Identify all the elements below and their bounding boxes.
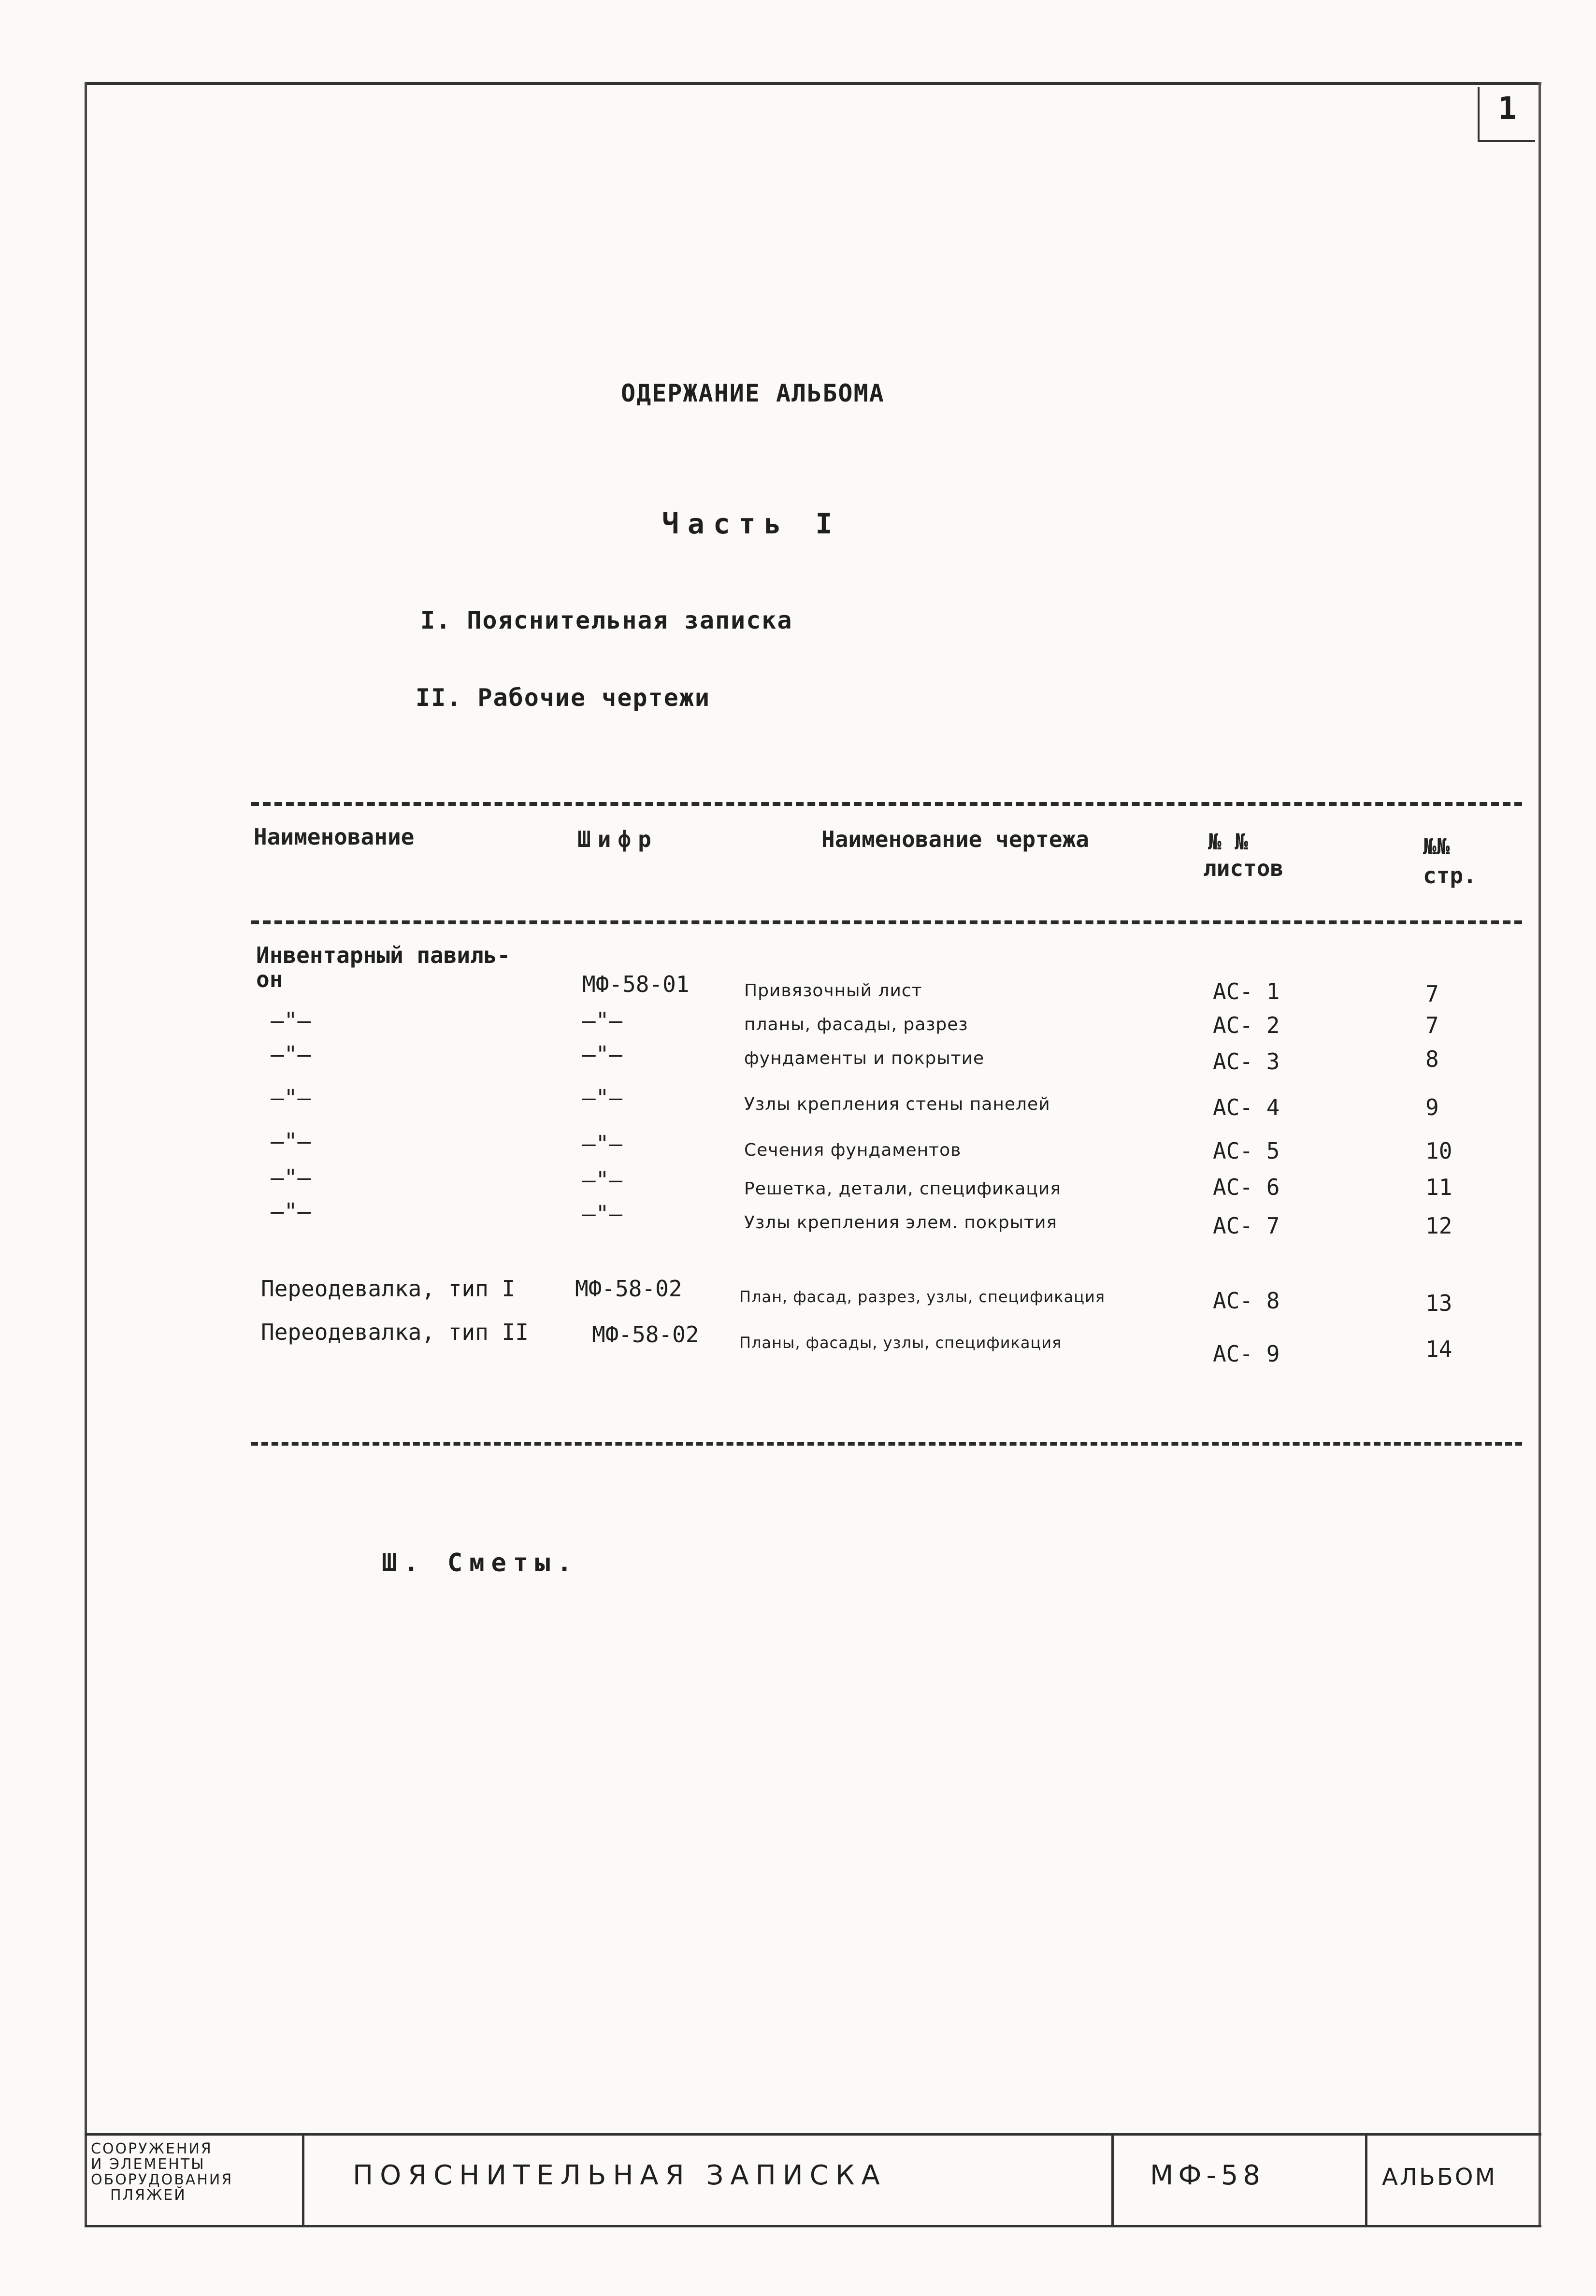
org-line-2: И ЭЛЕМЕНТЫ [91, 2156, 205, 2173]
org-line-3: ОБОРУДОВАНИЯ [91, 2171, 233, 2188]
row1-drawing: Привязочный лист [744, 981, 922, 1001]
header-code: Шифр [577, 826, 658, 852]
section-working-drawings: II. Рабочие чертежи [416, 684, 710, 712]
header-sheets-line2: листов [1203, 855, 1284, 881]
row1-sheet: АС- 1 [1213, 978, 1280, 1004]
row3-page: 8 [1425, 1046, 1439, 1072]
header-name: Наименование [254, 824, 415, 850]
row6-code: —"— [582, 1167, 623, 1193]
frame-left-border [85, 82, 87, 2227]
row6-page: 11 [1425, 1174, 1452, 1200]
group-name-line1: Инвентарный павиль- [256, 942, 511, 968]
row2-name: —"— [271, 1007, 311, 1033]
row3-code: —"— [582, 1041, 623, 1067]
row4-drawing: Узлы крепления стены панелей [744, 1094, 1050, 1114]
group-name-line2: он [256, 966, 283, 992]
row8-code: МФ-58-02 [575, 1276, 682, 1302]
row6-sheet: АС- 6 [1213, 1174, 1280, 1200]
row3-sheet: АС- 3 [1213, 1048, 1280, 1075]
frame-top-border [85, 82, 1541, 85]
frame-bottom-border [85, 2225, 1541, 2227]
row7-sheet: АС- 7 [1213, 1213, 1280, 1239]
row1-page: 7 [1425, 981, 1439, 1007]
row8-page: 13 [1425, 1290, 1452, 1316]
row3-drawing: фундаменты и покрытие [744, 1048, 985, 1068]
table-bottom-rule [251, 1442, 1522, 1446]
row4-code: —"— [582, 1085, 623, 1111]
row6-drawing: Решетка, детали, спецификация [744, 1179, 1061, 1199]
row9-page: 14 [1425, 1336, 1452, 1362]
row7-code: —"— [582, 1201, 623, 1227]
row7-name: —"— [271, 1198, 311, 1224]
row7-page: 12 [1425, 1213, 1452, 1239]
table-top-rule [251, 802, 1522, 806]
row2-page: 7 [1425, 1012, 1439, 1038]
row4-name: —"— [271, 1085, 311, 1111]
table-header-rule [251, 920, 1522, 924]
row8-drawing: План, фасад, разрез, узлы, спецификация [739, 1288, 1106, 1306]
row9-sheet: АС- 9 [1213, 1341, 1280, 1367]
row8-name: Переодевалка, тип I [261, 1276, 516, 1302]
row9-name: Переодевалка, тип II [261, 1319, 529, 1345]
title-block-divider-3 [1365, 2133, 1367, 2225]
row9-code: МФ-58-02 [592, 1321, 699, 1348]
title-block-organization [91, 2141, 303, 2203]
row5-name: —"— [271, 1128, 311, 1154]
row9-drawing: Планы, фасады, узлы, спецификация [739, 1334, 1062, 1352]
header-sheets-line1: № № [1208, 829, 1249, 855]
row2-sheet: АС- 2 [1213, 1012, 1280, 1038]
row6-name: —"— [271, 1164, 311, 1191]
org-line-4: ПЛЯЖЕЙ [110, 2187, 187, 2204]
header-drawing: Наименование чертежа [821, 826, 1089, 852]
row5-drawing: Сечения фундаментов [744, 1140, 962, 1160]
org-line-1: СООРУЖЕНИЯ [91, 2140, 213, 2157]
frame-right-border [1538, 82, 1541, 2227]
header-pages-line2: стр. [1423, 862, 1477, 889]
page-title: ОДЕРЖАНИЕ АЛЬБОМА [621, 379, 885, 407]
section-explanatory-note: I. Пояснительная записка [420, 606, 793, 634]
row8-sheet: АС- 8 [1213, 1288, 1280, 1314]
header-pages-line1: №№ [1423, 833, 1450, 860]
row1-code: МФ-58-01 [582, 971, 690, 997]
row2-drawing: планы, фасады, разрез [744, 1015, 968, 1034]
row2-code: —"— [582, 1007, 623, 1033]
title-block-divider-2 [1111, 2133, 1114, 2225]
row3-name: —"— [271, 1041, 311, 1067]
title-block-document-name: ПОЯСНИТЕЛЬНАЯ ЗАПИСКА [353, 2160, 887, 2191]
row4-sheet: АС- 4 [1213, 1094, 1280, 1120]
section-estimates: Ш. Сметы. [382, 1549, 579, 1578]
title-block-code: МФ-58 [1150, 2160, 1265, 2191]
row7-drawing: Узлы крепления элем. покрытия [744, 1213, 1057, 1233]
page-number: 1 [1478, 87, 1535, 142]
row5-page: 10 [1425, 1138, 1452, 1164]
row5-code: —"— [582, 1131, 623, 1157]
title-block-album: АЛЬБОМ [1382, 2164, 1497, 2191]
row5-sheet: АС- 5 [1213, 1138, 1280, 1164]
part-heading: Часть I [662, 507, 841, 540]
row4-page: 9 [1425, 1094, 1439, 1120]
